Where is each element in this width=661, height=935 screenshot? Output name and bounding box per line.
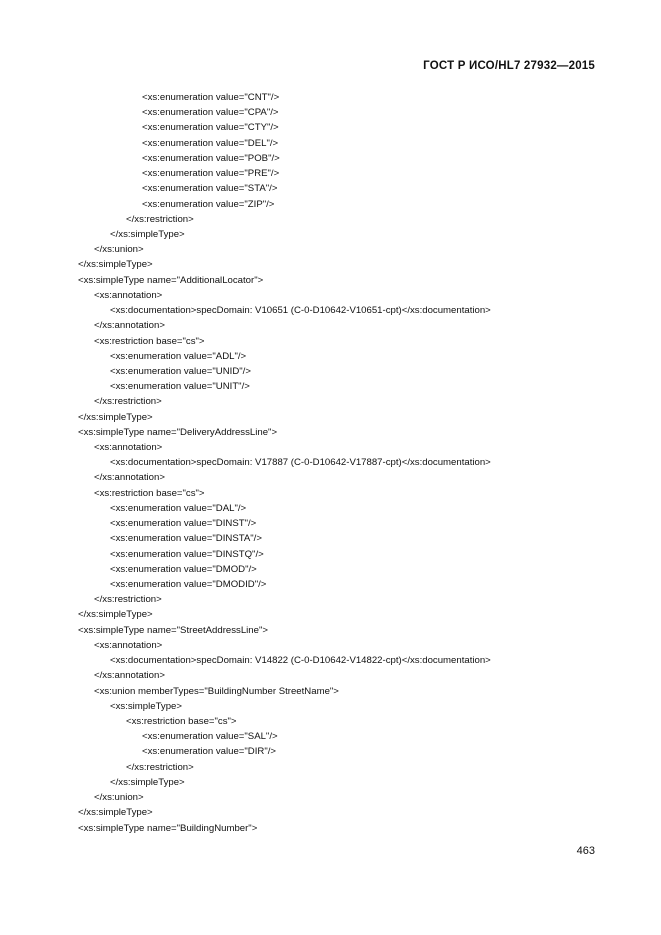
page-number: 463 <box>576 845 595 857</box>
code-line: <xs:enumeration value="ADL"/> <box>110 350 247 362</box>
code-line: <xs:simpleType name="DeliveryAddressLine"> <box>78 426 278 438</box>
code-line: <xs:restriction base="cs"> <box>94 487 205 499</box>
code-line: </xs:annotation> <box>94 320 165 332</box>
code-line: <xs:enumeration value="DEL"/> <box>142 137 279 149</box>
code-line: <xs:simpleType name="StreetAddressLine"> <box>78 624 268 636</box>
code-line: <xs:simpleType name="BuildingNumber"> <box>78 822 258 834</box>
code-line: <xs:annotation> <box>94 639 163 651</box>
code-line: <xs:enumeration value="DINST"/> <box>110 518 257 530</box>
code-line: <xs:simpleType> <box>110 700 182 712</box>
code-line: </xs:restriction> <box>126 213 194 225</box>
code-line: <xs:enumeration value="UNIT"/> <box>110 381 250 393</box>
page-header-standard-id: ГОСТ Р ИСО/HL7 27932—2015 <box>423 60 595 72</box>
code-line: <xs:restriction base="cs"> <box>126 715 237 727</box>
code-line: <xs:enumeration value="CNT"/> <box>142 92 280 103</box>
code-line: </xs:simpleType> <box>78 807 153 819</box>
code-line: </xs:simpleType> <box>110 228 185 240</box>
code-line: <xs:enumeration value="SAL"/> <box>142 731 278 743</box>
code-line: <xs:enumeration value="DIR"/> <box>142 746 276 758</box>
code-line: <xs:enumeration value="CPA"/> <box>142 107 279 119</box>
code-line: <xs:enumeration value="DAL"/> <box>110 502 247 514</box>
code-line: </xs:annotation> <box>94 670 165 682</box>
code-line: </xs:simpleType> <box>78 411 153 423</box>
code-line: <xs:documentation>specDomain: V14822 (C-0-D10642-V14822-cpt)</xs:documentation> <box>110 655 491 667</box>
code-line: </xs:restriction> <box>126 761 194 773</box>
code-line: <xs:enumeration value="POB"/> <box>142 152 280 164</box>
code-line: <xs:documentation>specDomain: V10651 (C-0-D10642-V10651-cpt)</xs:documentation> <box>110 305 491 317</box>
xml-code-listing <box>78 90 598 836</box>
code-line: </xs:annotation> <box>94 472 165 484</box>
code-line: <xs:enumeration value="CTY"/> <box>142 122 279 134</box>
code-line: </xs:union> <box>94 792 144 804</box>
code-line: </xs:union> <box>94 244 144 256</box>
code-line: <xs:annotation> <box>94 289 163 301</box>
code-line: <xs:enumeration value="DMODID"/> <box>110 579 267 590</box>
code-line: <xs:enumeration value="ZIP"/> <box>142 198 275 210</box>
code-line: <xs:enumeration value="UNID"/> <box>110 365 251 377</box>
code-line: </xs:simpleType> <box>78 609 153 621</box>
code-line: </xs:restriction> <box>94 594 162 606</box>
code-line: <xs:union memberTypes="BuildingNumber StreetName"> <box>94 685 339 697</box>
code-line: <xs:enumeration value="DINSTQ"/> <box>110 548 264 560</box>
code-line: <xs:enumeration value="DINSTA"/> <box>110 533 262 545</box>
code-line: <xs:enumeration value="DMOD"/> <box>110 563 257 575</box>
code-line: <xs:simpleType name="AdditionalLocator"> <box>78 274 264 286</box>
code-line: <xs:documentation>specDomain: V17887 (C-0-D10642-V17887-cpt)</xs:documentation> <box>110 457 491 469</box>
code-line: <xs:enumeration value="STA"/> <box>142 183 278 195</box>
code-line: <xs:annotation> <box>94 442 163 454</box>
code-line: </xs:simpleType> <box>110 776 185 788</box>
code-line: </xs:simpleType> <box>78 259 153 271</box>
code-line: <xs:enumeration value="PRE"/> <box>142 168 280 180</box>
code-line: </xs:restriction> <box>94 396 162 408</box>
code-line: <xs:restriction base="cs"> <box>94 335 205 347</box>
